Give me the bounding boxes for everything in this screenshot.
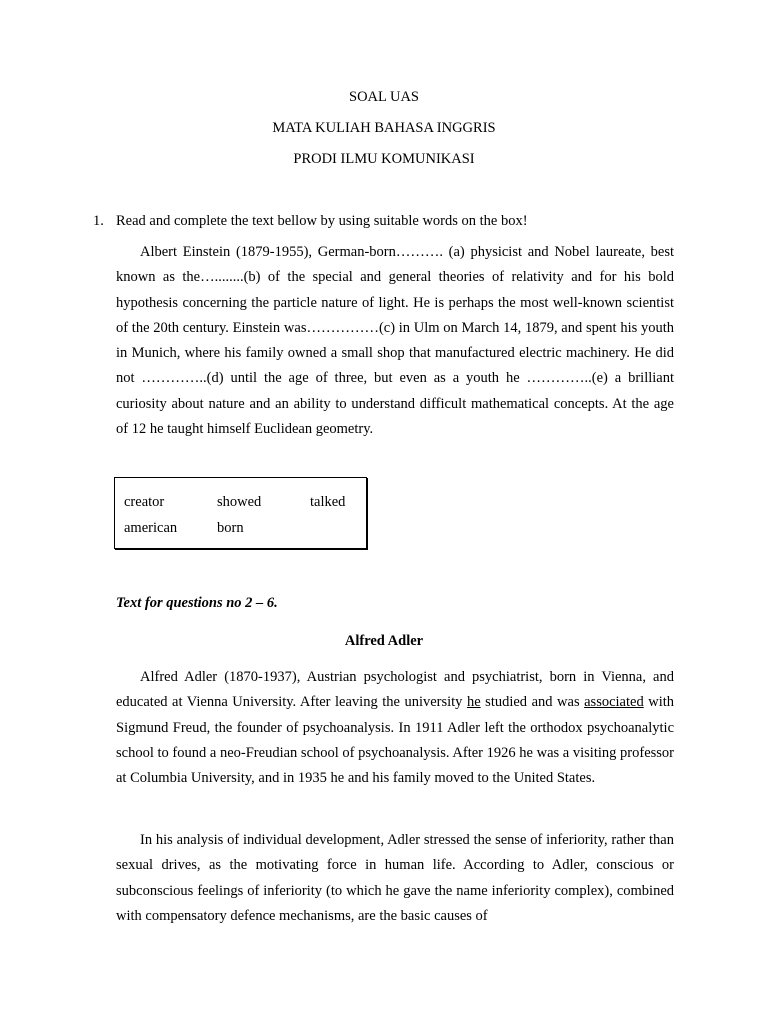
underlined-word-he: he	[466, 694, 481, 711]
word-option-showed: showed	[217, 494, 262, 510]
adler-p1-text-b: studied and was	[480, 694, 585, 711]
adler-p1-text-c: with Sigmund Freud, the founder of psychoanalysis. In 1911 Adler left the orthodox psychoanalytic school to found a neo-Freudian school of psychoanalysis. After 1926 he was a visiting professor at Columbia University, and in 1935 he and his family moved to the United States.	[116, 694, 675, 787]
header-line-3: PRODI ILMU KOMUNIKASI	[293, 151, 475, 167]
header-line-1: SOAL UAS	[349, 89, 419, 105]
word-choice-box	[114, 477, 367, 549]
adler-paragraph-2: In his analysis of individual development, Adler stressed the sense of inferiority, rather than sexual drives, as the motivating force in human life. According to Adler, conscious or subconscious feelings of inferiority (to which he gave the name inferiority complex), combined with compensatory defence mechanisms, are the basic causes of	[116, 832, 674, 924]
underlined-word-associated: associated	[584, 694, 644, 711]
word-option-american: american	[124, 520, 178, 536]
section-2-title: Alfred Adler	[344, 633, 424, 649]
section-2-subheading: Text for questions no 2 – 6.	[116, 595, 278, 611]
einstein-paragraph: Albert Einstein (1879-1955), German-born………. (a) physicist and Nobel laureate, best known as the…........(b) of the special and general theories of relativity and for his bold hypothesis concerning the particle nature of light. He is perhaps the most well-known scientist of the 20th century. Einstein was……………(c) in Ulm on March 14, 1879, and spent his youth in Munich, where his family owned a small shop that manufactured electric machinery. He did not …………..(d) until the age of three, but even as a youth he …………..(e) a brilliant curiosity about nature and an ability to understand difficult mathematical concepts. At the age of 12 he taught himself Euclidean geometry.	[116, 244, 674, 438]
word-option-born: born	[217, 520, 244, 536]
question-1-instruction: Read and complete the text bellow by using suitable words on the box!	[116, 213, 528, 229]
word-option-creator: creator	[124, 494, 165, 510]
adler-paragraph-1	[116, 665, 674, 791]
word-option-talked: talked	[310, 494, 346, 510]
adler-p1-text-a: Alfred Adler (1870-1937), Austrian psychologist and psychiatrist, born in Vienna, and educated at Vienna University. After leaving the university	[116, 669, 674, 711]
header-line-2: MATA KULIAH BAHASA INGGRIS	[272, 120, 496, 136]
question-1-number: 1.	[93, 213, 104, 229]
